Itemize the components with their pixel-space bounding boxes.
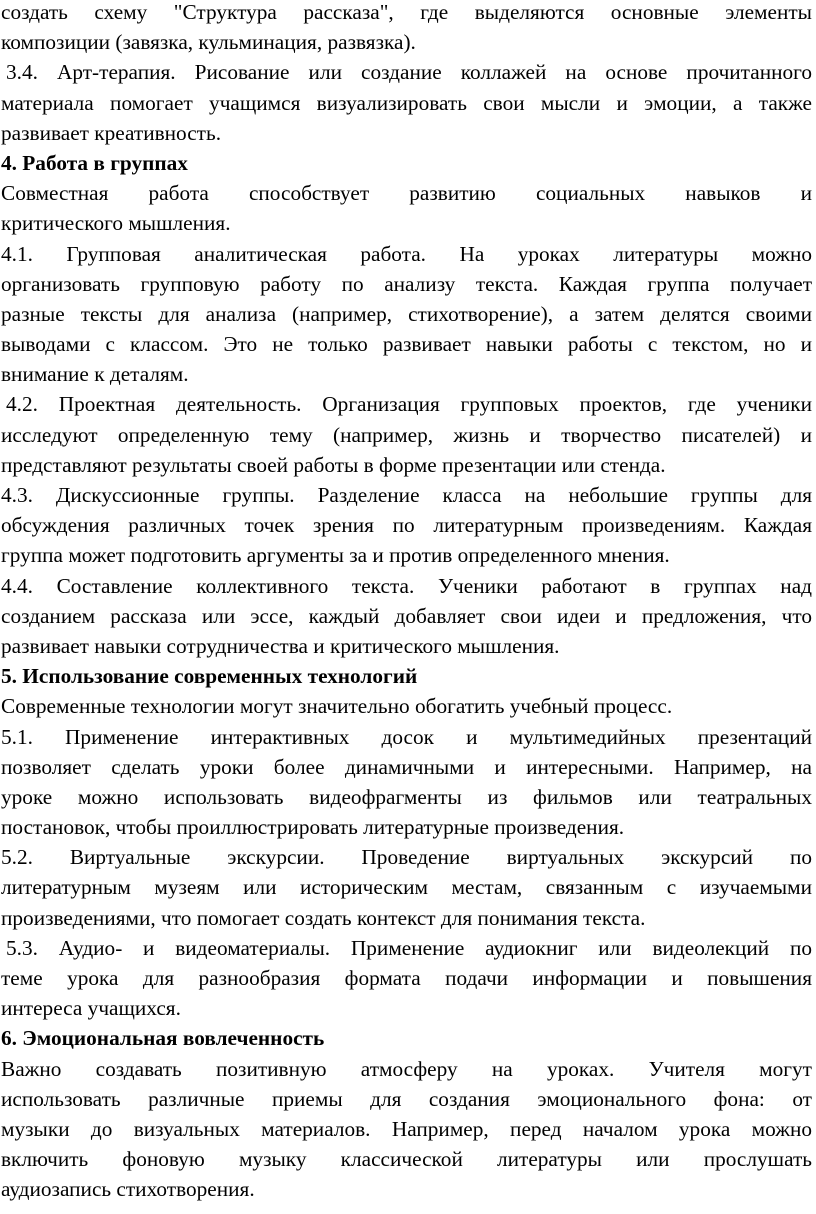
- text-line: Совместная работа способствует развитию социальных навыков и: [1, 181, 812, 206]
- text-line: Современные технологии могут значительно обогатить учебный процесс.: [1, 694, 673, 719]
- text-line: 5.3. Аудио- и видеоматериалы. Применение аудиокниг или видеолекций по: [6, 935, 812, 960]
- text-line: создать схему "Структура рассказа", где выделяются основные элементы: [1, 0, 812, 24]
- text-line: выводами с классом. Это не только развивает навыки работы с текстом, но и: [1, 332, 812, 357]
- text-line: 3.4. Арт-терапия. Рисование или создание коллажей на основе прочитанного: [6, 60, 812, 85]
- text-line: интереса учащихся.: [1, 996, 181, 1021]
- text-line: развивает навыки сотрудничества и критического мышления.: [1, 633, 560, 658]
- text-line: критического мышления.: [1, 211, 231, 236]
- text-line: музыки до визуальных материалов. Например, перед началом урока можно: [1, 1116, 812, 1141]
- text-line: 4.3. Дискуссионные группы. Разделение класса на небольшие группы для: [1, 483, 812, 507]
- text-line: 4.1. Групповая аналитическая работа. На уроках литературы можно: [1, 241, 812, 266]
- text-line: использовать различные приемы для создания эмоционального фона: от: [1, 1086, 812, 1111]
- text-line: литературным музеям или историческим местам, связанным с изучаемыми: [1, 875, 812, 900]
- text-line: исследуют определенную тему (например, жизнь и творчество писателей) и: [1, 422, 812, 447]
- text-line: представляют результаты своей работы в форме презентации или стенда.: [1, 452, 666, 477]
- text-line: 4.4. Составление коллективного текста. Ученики работают в группах над: [1, 573, 812, 598]
- text-line: Важно создавать позитивную атмосферу на уроках. Учителя могут: [1, 1056, 812, 1081]
- text-line: позволяет сделать уроки более динамичными и интересными. Например, на: [1, 754, 812, 779]
- text-line: развивает креативность.: [1, 120, 222, 145]
- text-line: материала помогает учащимся визуализировать свои мысли и эмоции, а также: [1, 90, 812, 115]
- text-line: теме урока для разнообразия формата подачи информации и повышения: [1, 966, 812, 990]
- text-line: произведениями, что помогает создать контекст для понимания текста.: [1, 905, 646, 930]
- text-line: обсуждения различных точек зрения по литературным произведениям. Каждая: [1, 513, 812, 538]
- text-line: 4.2. Проектная деятельность. Организация групповых проектов, где ученики: [6, 392, 812, 417]
- section-heading: 4. Работа в группах: [1, 150, 188, 175]
- section-heading: 6. Эмоциональная вовлеченность: [1, 1026, 325, 1051]
- text-line: включить фоновую музыку классической литературы или прослушать: [1, 1147, 812, 1172]
- text-line: аудиозапись стихотворения.: [1, 1177, 255, 1202]
- text-line: 5.1. Применение интерактивных досок и мультимедийных презентаций: [1, 724, 812, 749]
- section-heading: 5. Использование современных технологий: [1, 664, 418, 689]
- text-line: созданием рассказа или эссе, каждый добавляет свои идеи и предложения, что: [1, 603, 812, 628]
- text-line: внимание к деталям.: [1, 362, 189, 387]
- text-line: 5.2. Виртуальные экскурсии. Проведение виртуальных экскурсий по: [1, 845, 812, 870]
- text-line: организовать групповую работу по анализу текста. Каждая группа получает: [1, 271, 812, 296]
- text-line: уроке можно использовать видеофрагменты из фильмов или театральных: [1, 784, 812, 809]
- text-line: постановок, чтобы проиллюстрировать литературные произведения.: [1, 815, 625, 840]
- text-line: композиции (завязка, кульминация, развязка).: [1, 30, 416, 55]
- text-line: разные тексты для анализа (например, стихотворение), а затем делятся своими: [1, 301, 812, 326]
- text-line: группа может подготовить аргументы за и против определенного мнения.: [1, 543, 670, 568]
